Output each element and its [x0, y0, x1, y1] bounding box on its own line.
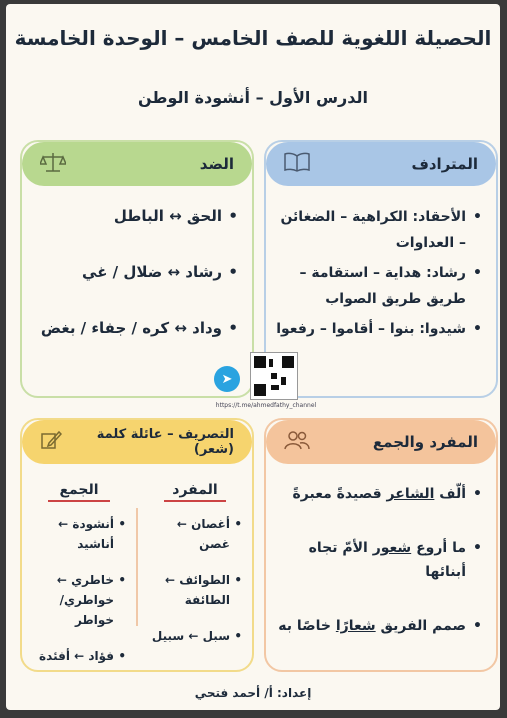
- list-item: • وداد ↔ كره / جفاء / بغض: [32, 316, 238, 340]
- plural-column: [32, 482, 126, 682]
- page-subtitle: الدرس الأول – أنشودة الوطن: [138, 88, 368, 107]
- list-item: • أغصان ← غصن: [148, 514, 242, 554]
- morphology-header: [22, 420, 252, 464]
- list-item: • أنشودة ← أناشيد: [32, 514, 126, 554]
- list-item: • سبل ← سبيل: [148, 626, 242, 646]
- list-item: • الأحقاد: الكراهية – الضغائن – العداوات: [276, 204, 482, 256]
- qr-code[interactable]: [250, 352, 298, 400]
- author-credit: إعداد: أ/ أحمد فتحي: [194, 686, 312, 700]
- synonyms-list: [276, 204, 482, 346]
- list-item: • شيدوا: بنوا – أقاموا – رفعوا: [276, 316, 482, 342]
- book-icon: [284, 152, 310, 177]
- list-item: • ما أروع شعور الأمّ تجاه أبنائها: [276, 536, 482, 584]
- list-item: • صمم الفريق شعارًا خاصًا به: [276, 614, 482, 638]
- synonyms-heading: المترادف: [411, 155, 478, 173]
- opposites-list: [32, 204, 238, 372]
- singular-column-heading: المفرد: [164, 482, 226, 502]
- opposites-card: [20, 140, 254, 398]
- opposites-heading: الضد: [199, 155, 234, 173]
- worksheet-page: [6, 4, 500, 710]
- synonyms-header: [266, 142, 496, 186]
- list-item: • رشاد ↔ ضلال / غي: [32, 260, 238, 284]
- scales-icon: [40, 151, 66, 178]
- list-item: • خاطري ← خواطري/ خواطر: [32, 570, 126, 630]
- singular-column: [148, 482, 242, 682]
- list-item: • فؤاد ← أفئدة: [32, 646, 126, 666]
- singular-plural-list: [276, 482, 482, 668]
- channel-link[interactable]: https://t.me/ahmedfathy_channel: [215, 402, 317, 409]
- list-item: • الحق ↔ الباطل: [32, 204, 238, 228]
- telegram-icon[interactable]: ➤: [214, 366, 240, 392]
- singular-plural-card: [264, 418, 498, 672]
- singular-plural-heading: المفرد والجمع: [372, 433, 478, 451]
- morphology-columns: [32, 482, 242, 682]
- opposites-header: [22, 142, 252, 186]
- morphology-heading: التصريف – عائلة كلمة (شعر): [96, 427, 234, 457]
- morphology-card: [20, 418, 254, 672]
- list-item: • ألّف الشاعر قصيدةً معبرةً: [276, 482, 482, 506]
- synonyms-card: [264, 140, 498, 398]
- list-item: • الطوائف ← الطائفة: [148, 570, 242, 610]
- singular-plural-header: [266, 420, 496, 464]
- pencil-icon: [40, 430, 62, 455]
- page-title: الحصيلة اللغوية للصف الخامس – الوحدة الخامسة: [14, 26, 492, 50]
- plural-column-heading: الجمع: [48, 482, 110, 502]
- list-item: • رشاد: هداية – استقامة – طريق طريق الصواب: [276, 260, 482, 312]
- column-divider: [136, 508, 138, 626]
- people-icon: [284, 430, 310, 455]
